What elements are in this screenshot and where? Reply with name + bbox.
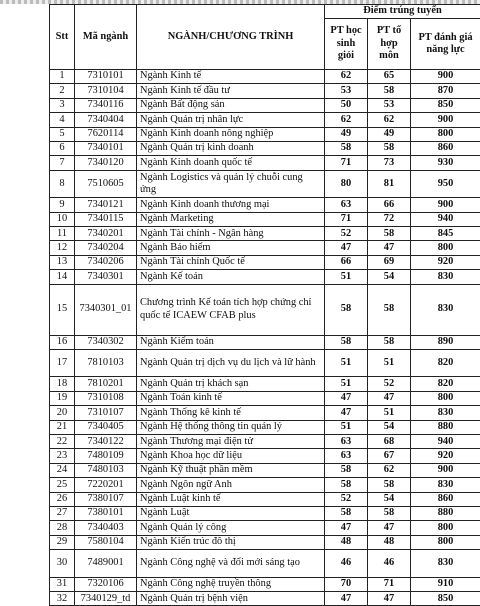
cell-nganh: Ngành Kinh doanh quốc tế	[137, 156, 325, 170]
cell-stt: 25	[50, 478, 75, 492]
table-row	[50, 463, 480, 477]
cell-pt-hoc-sinh-gioi: 51	[325, 349, 368, 377]
cell-ma-nganh: 7320106	[75, 577, 137, 591]
cell-pt-danh-gia-nang-luc: 890	[411, 335, 480, 349]
table-body	[50, 70, 480, 606]
cell-pt-hoc-sinh-gioi: 58	[325, 506, 368, 520]
cell-pt-danh-gia-nang-luc: 860	[411, 141, 480, 155]
cell-nganh: Chương trình Kế toán tích hợp chứng chỉ quốc tế ICAEW CFAB plus	[137, 284, 325, 335]
cell-ma-nganh: 7310108	[75, 391, 137, 405]
cell-pt-to-hop-mon: 49	[368, 127, 411, 141]
table-row	[50, 335, 480, 349]
cell-nganh: Ngành Quản trị nhân lực	[137, 113, 325, 127]
cell-pt-danh-gia-nang-luc: 920	[411, 449, 480, 463]
table-row	[50, 492, 480, 506]
cell-pt-to-hop-mon: 81	[368, 170, 411, 198]
table-row	[50, 127, 480, 141]
cell-pt-danh-gia-nang-luc: 830	[411, 478, 480, 492]
cell-pt-hoc-sinh-gioi: 47	[325, 521, 368, 535]
cell-pt-to-hop-mon: 53	[368, 98, 411, 112]
cell-pt-hoc-sinh-gioi: 46	[325, 550, 368, 578]
cell-pt-to-hop-mon: 51	[368, 349, 411, 377]
table-row	[50, 420, 480, 434]
cell-nganh: Ngành Kinh doanh thương mại	[137, 198, 325, 212]
cell-ma-nganh: 7340115	[75, 212, 137, 226]
cell-stt: 3	[50, 98, 75, 112]
table-row	[50, 284, 480, 335]
cell-pt-hoc-sinh-gioi: 47	[325, 406, 368, 420]
cell-pt-to-hop-mon: 54	[368, 420, 411, 434]
cell-ma-nganh: 7340122	[75, 435, 137, 449]
cell-pt-danh-gia-nang-luc: 800	[411, 521, 480, 535]
cell-pt-danh-gia-nang-luc: 820	[411, 377, 480, 391]
cell-nganh: Ngành Marketing	[137, 212, 325, 226]
cell-nganh: Ngành Ngôn ngữ Anh	[137, 478, 325, 492]
table-row	[50, 535, 480, 549]
cell-nganh: Ngành Thống kê kinh tế	[137, 406, 325, 420]
cell-ma-nganh: 7340204	[75, 241, 137, 255]
cell-pt-to-hop-mon: 58	[368, 335, 411, 349]
cell-pt-to-hop-mon: 69	[368, 255, 411, 269]
cell-pt-hoc-sinh-gioi: 63	[325, 435, 368, 449]
cell-pt-hoc-sinh-gioi: 70	[325, 577, 368, 591]
cell-pt-danh-gia-nang-luc: 800	[411, 241, 480, 255]
cell-pt-danh-gia-nang-luc: 900	[411, 70, 480, 84]
cell-stt: 2	[50, 84, 75, 98]
cell-nganh: Ngành Kinh doanh nông nghiệp	[137, 127, 325, 141]
cell-pt-hoc-sinh-gioi: 58	[325, 463, 368, 477]
cell-pt-danh-gia-nang-luc: 900	[411, 113, 480, 127]
cell-stt: 19	[50, 391, 75, 405]
cell-stt: 24	[50, 463, 75, 477]
cell-pt-to-hop-mon: 58	[368, 141, 411, 155]
cell-stt: 4	[50, 113, 75, 127]
cell-pt-danh-gia-nang-luc: 920	[411, 255, 480, 269]
cell-pt-danh-gia-nang-luc: 910	[411, 577, 480, 591]
cell-ma-nganh: 7340302	[75, 335, 137, 349]
cell-pt-danh-gia-nang-luc: 800	[411, 391, 480, 405]
cell-pt-danh-gia-nang-luc: 950	[411, 170, 480, 198]
cell-pt-hoc-sinh-gioi: 51	[325, 420, 368, 434]
cell-stt: 18	[50, 377, 75, 391]
cell-pt-to-hop-mon: 58	[368, 227, 411, 241]
cell-nganh: Ngành Kinh tế đầu tư	[137, 84, 325, 98]
cell-stt: 26	[50, 492, 75, 506]
admission-scores-table-container	[49, 4, 480, 606]
cell-nganh: Ngành Tài chính Quốc tế	[137, 255, 325, 269]
table-row	[50, 156, 480, 170]
cell-pt-danh-gia-nang-luc: 830	[411, 284, 480, 335]
cell-stt: 17	[50, 349, 75, 377]
cell-nganh: Ngành Công nghệ truyền thông	[137, 577, 325, 591]
cell-pt-danh-gia-nang-luc: 830	[411, 550, 480, 578]
cell-ma-nganh: 7340404	[75, 113, 137, 127]
cell-pt-hoc-sinh-gioi: 62	[325, 113, 368, 127]
cell-nganh: Ngành Kinh tế	[137, 70, 325, 84]
table-row	[50, 377, 480, 391]
cell-pt-danh-gia-nang-luc: 880	[411, 420, 480, 434]
cell-ma-nganh: 7310107	[75, 406, 137, 420]
cell-pt-to-hop-mon: 48	[368, 535, 411, 549]
cell-pt-hoc-sinh-gioi: 50	[325, 98, 368, 112]
cell-pt-hoc-sinh-gioi: 48	[325, 535, 368, 549]
cell-pt-to-hop-mon: 46	[368, 550, 411, 578]
cell-pt-hoc-sinh-gioi: 51	[325, 377, 368, 391]
table-row	[50, 170, 480, 198]
cell-pt-danh-gia-nang-luc: 900	[411, 463, 480, 477]
cell-pt-danh-gia-nang-luc: 880	[411, 506, 480, 520]
cell-stt: 1	[50, 70, 75, 84]
cell-ma-nganh: 7580104	[75, 535, 137, 549]
cell-stt: 15	[50, 284, 75, 335]
cell-pt-to-hop-mon: 58	[368, 478, 411, 492]
cell-pt-to-hop-mon: 58	[368, 84, 411, 98]
cell-pt-hoc-sinh-gioi: 58	[325, 141, 368, 155]
cell-stt: 27	[50, 506, 75, 520]
cell-pt-danh-gia-nang-luc: 820	[411, 349, 480, 377]
cell-pt-danh-gia-nang-luc: 930	[411, 156, 480, 170]
cell-pt-hoc-sinh-gioi: 62	[325, 70, 368, 84]
cell-nganh: Ngành Khoa học dữ liệu	[137, 449, 325, 463]
cell-pt-hoc-sinh-gioi: 58	[325, 335, 368, 349]
cell-nganh: Ngành Tài chính - Ngân hàng	[137, 227, 325, 241]
cell-pt-hoc-sinh-gioi: 52	[325, 227, 368, 241]
cell-pt-danh-gia-nang-luc: 940	[411, 212, 480, 226]
cell-ma-nganh: 7620114	[75, 127, 137, 141]
cell-stt: 30	[50, 550, 75, 578]
cell-ma-nganh: 7480109	[75, 449, 137, 463]
cell-nganh: Ngành Quản lý công	[137, 521, 325, 535]
table-row	[50, 521, 480, 535]
cell-ma-nganh: 7810103	[75, 349, 137, 377]
cell-stt: 8	[50, 170, 75, 198]
cell-pt-to-hop-mon: 47	[368, 592, 411, 606]
cell-ma-nganh: 7340121	[75, 198, 137, 212]
cell-pt-hoc-sinh-gioi: 51	[325, 270, 368, 284]
table-row	[50, 98, 480, 112]
table-row	[50, 113, 480, 127]
table-header	[50, 5, 480, 70]
cell-nganh: Ngành Thương mại điện tử	[137, 435, 325, 449]
cell-stt: 28	[50, 521, 75, 535]
table-row	[50, 255, 480, 269]
cell-stt: 5	[50, 127, 75, 141]
cell-pt-danh-gia-nang-luc: 900	[411, 198, 480, 212]
header-pt-danh-gia-nang-luc: PT đánh giá năng lực	[411, 19, 480, 70]
cell-nganh: Ngành Quản trị dịch vụ du lịch và lữ hành	[137, 349, 325, 377]
table-row	[50, 550, 480, 578]
table-row	[50, 349, 480, 377]
cell-pt-danh-gia-nang-luc: 860	[411, 492, 480, 506]
cell-pt-to-hop-mon: 62	[368, 463, 411, 477]
cell-nganh: Ngành Bất động sản	[137, 98, 325, 112]
cell-pt-hoc-sinh-gioi: 49	[325, 127, 368, 141]
cell-pt-to-hop-mon: 62	[368, 113, 411, 127]
cell-stt: 7	[50, 156, 75, 170]
cell-nganh: Ngành Công nghệ và đổi mới sáng tạo	[137, 550, 325, 578]
cell-ma-nganh: 7310104	[75, 84, 137, 98]
table-row	[50, 435, 480, 449]
cell-stt: 22	[50, 435, 75, 449]
cell-ma-nganh: 7380107	[75, 492, 137, 506]
table-row	[50, 70, 480, 84]
cell-pt-to-hop-mon: 68	[368, 435, 411, 449]
cell-pt-to-hop-mon: 65	[368, 70, 411, 84]
cell-pt-to-hop-mon: 67	[368, 449, 411, 463]
cell-pt-to-hop-mon: 54	[368, 270, 411, 284]
cell-ma-nganh: 7380101	[75, 506, 137, 520]
cell-nganh: Ngành Logistics và quản lý chuỗi cung ứng	[137, 170, 325, 198]
cell-pt-to-hop-mon: 72	[368, 212, 411, 226]
cell-pt-hoc-sinh-gioi: 63	[325, 449, 368, 463]
cell-stt: 31	[50, 577, 75, 591]
cell-stt: 13	[50, 255, 75, 269]
cell-nganh: Ngành Kiến trúc đô thị	[137, 535, 325, 549]
table-row	[50, 227, 480, 241]
cell-nganh: Ngành Kế toán	[137, 270, 325, 284]
cell-ma-nganh: 7220201	[75, 478, 137, 492]
table-row	[50, 449, 480, 463]
cell-ma-nganh: 7340301_01	[75, 284, 137, 335]
cell-ma-nganh: 7480103	[75, 463, 137, 477]
cell-pt-hoc-sinh-gioi: 52	[325, 492, 368, 506]
header-ma-nganh: Mã ngành	[75, 5, 137, 70]
cell-pt-to-hop-mon: 47	[368, 241, 411, 255]
cell-pt-hoc-sinh-gioi: 71	[325, 156, 368, 170]
cell-pt-hoc-sinh-gioi: 47	[325, 241, 368, 255]
header-row-top	[50, 5, 480, 19]
table-row	[50, 592, 480, 606]
cell-ma-nganh: 7340120	[75, 156, 137, 170]
cell-stt: 9	[50, 198, 75, 212]
cell-pt-to-hop-mon: 54	[368, 492, 411, 506]
table-row	[50, 198, 480, 212]
header-pt-to-hop-mon: PT tổ hợp môn	[368, 19, 411, 70]
cell-ma-nganh: 7340301	[75, 270, 137, 284]
cell-nganh: Ngành Luật	[137, 506, 325, 520]
cell-pt-danh-gia-nang-luc: 830	[411, 406, 480, 420]
cell-pt-to-hop-mon: 58	[368, 284, 411, 335]
cell-stt: 16	[50, 335, 75, 349]
cell-ma-nganh: 7340201	[75, 227, 137, 241]
cell-pt-hoc-sinh-gioi: 53	[325, 84, 368, 98]
header-diem-trung-tuyen: Điểm trúng tuyển	[325, 5, 480, 19]
table-row	[50, 241, 480, 255]
cell-pt-danh-gia-nang-luc: 800	[411, 535, 480, 549]
cell-nganh: Ngành Kỹ thuật phần mềm	[137, 463, 325, 477]
cell-nganh: Ngành Quản trị kinh doanh	[137, 141, 325, 155]
cell-ma-nganh: 7340116	[75, 98, 137, 112]
cell-pt-danh-gia-nang-luc: 830	[411, 270, 480, 284]
header-stt: Stt	[50, 5, 75, 70]
table-row	[50, 577, 480, 591]
cell-pt-danh-gia-nang-luc: 940	[411, 435, 480, 449]
cell-pt-danh-gia-nang-luc: 870	[411, 84, 480, 98]
cell-ma-nganh: 7340405	[75, 420, 137, 434]
cell-nganh: Ngành Luật kinh tế	[137, 492, 325, 506]
cell-nganh: Ngành Hệ thống thông tin quản lý	[137, 420, 325, 434]
cell-pt-to-hop-mon: 47	[368, 521, 411, 535]
cell-pt-hoc-sinh-gioi: 47	[325, 592, 368, 606]
table-row	[50, 478, 480, 492]
cell-pt-to-hop-mon: 66	[368, 198, 411, 212]
cell-pt-to-hop-mon: 73	[368, 156, 411, 170]
cell-stt: 14	[50, 270, 75, 284]
cell-pt-danh-gia-nang-luc: 800	[411, 127, 480, 141]
cell-pt-hoc-sinh-gioi: 58	[325, 478, 368, 492]
cell-stt: 21	[50, 420, 75, 434]
cell-ma-nganh: 7510605	[75, 170, 137, 198]
cell-pt-hoc-sinh-gioi: 63	[325, 198, 368, 212]
cell-stt: 29	[50, 535, 75, 549]
cell-nganh: Ngành Toán kinh tế	[137, 391, 325, 405]
cell-ma-nganh: 7340403	[75, 521, 137, 535]
cell-stt: 12	[50, 241, 75, 255]
cell-pt-danh-gia-nang-luc: 850	[411, 98, 480, 112]
cell-ma-nganh: 7489001	[75, 550, 137, 578]
cell-pt-hoc-sinh-gioi: 47	[325, 391, 368, 405]
table-row	[50, 141, 480, 155]
table-row	[50, 84, 480, 98]
cell-pt-to-hop-mon: 52	[368, 377, 411, 391]
admission-scores-table	[49, 4, 480, 606]
cell-ma-nganh: 7340206	[75, 255, 137, 269]
cell-stt: 6	[50, 141, 75, 155]
cell-nganh: Ngành Quản trị khách sạn	[137, 377, 325, 391]
table-row	[50, 506, 480, 520]
cell-pt-to-hop-mon: 58	[368, 506, 411, 520]
cell-pt-to-hop-mon: 71	[368, 577, 411, 591]
cell-pt-to-hop-mon: 47	[368, 391, 411, 405]
cell-stt: 11	[50, 227, 75, 241]
cell-stt: 10	[50, 212, 75, 226]
cell-stt: 32	[50, 592, 75, 606]
cell-pt-to-hop-mon: 51	[368, 406, 411, 420]
cell-ma-nganh: 7340129_td	[75, 592, 137, 606]
cell-nganh: Ngành Kiểm toán	[137, 335, 325, 349]
cell-ma-nganh: 7310101	[75, 70, 137, 84]
cell-pt-danh-gia-nang-luc: 845	[411, 227, 480, 241]
cell-stt: 20	[50, 406, 75, 420]
cell-pt-hoc-sinh-gioi: 71	[325, 212, 368, 226]
table-row	[50, 406, 480, 420]
table-row	[50, 212, 480, 226]
cell-ma-nganh: 7810201	[75, 377, 137, 391]
cell-nganh: Ngành Quản trị bệnh viện	[137, 592, 325, 606]
cell-pt-hoc-sinh-gioi: 80	[325, 170, 368, 198]
cell-stt: 23	[50, 449, 75, 463]
cell-pt-hoc-sinh-gioi: 58	[325, 284, 368, 335]
cell-ma-nganh: 7340101	[75, 141, 137, 155]
cell-nganh: Ngành Bảo hiểm	[137, 241, 325, 255]
header-nganh: NGÀNH/CHƯƠNG TRÌNH	[137, 5, 325, 70]
cell-pt-hoc-sinh-gioi: 66	[325, 255, 368, 269]
table-row	[50, 270, 480, 284]
header-pt-hoc-sinh-gioi: PT học sinh giỏi	[325, 19, 368, 70]
cell-pt-danh-gia-nang-luc: 850	[411, 592, 480, 606]
table-row	[50, 391, 480, 405]
